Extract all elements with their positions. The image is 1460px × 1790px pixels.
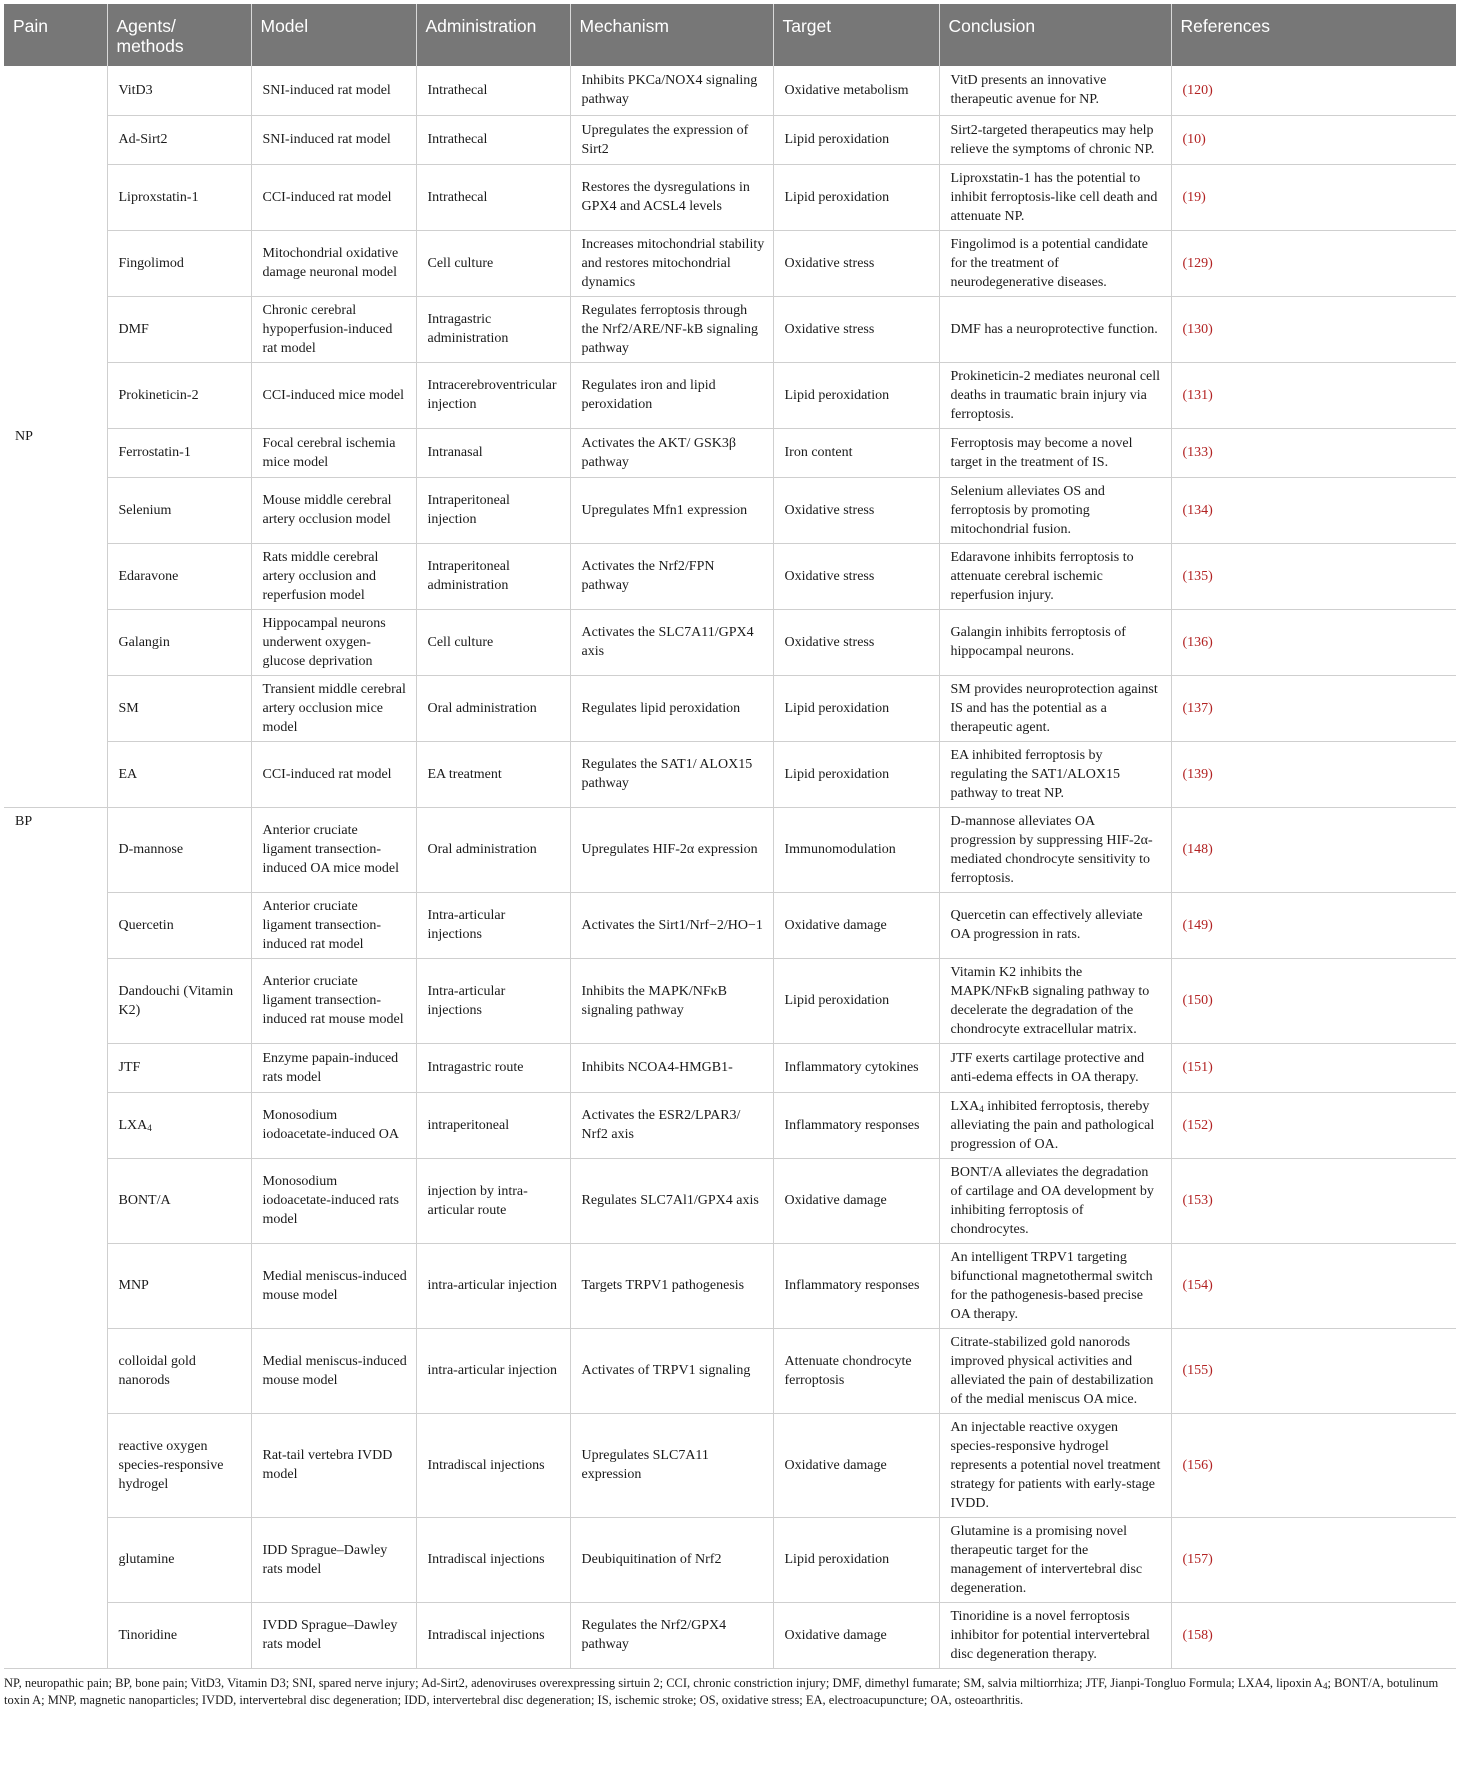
conclusion-cell: Glutamine is a promising novel therapeutic target for the management of intervertebral disc degeneration. — [939, 1517, 1171, 1602]
table-row — [4, 1043, 1456, 1092]
target-cell: Oxidative metabolism — [773, 66, 939, 115]
reference-open-paren: ( — [1182, 568, 1188, 584]
administration-cell: Intradiscal injections — [416, 1602, 570, 1668]
reference-open-paren: ( — [1182, 700, 1188, 716]
table-row — [4, 1158, 1456, 1243]
conclusion-cell: Tinoridine is a novel ferroptosis inhibitor for potential intervertebral disc degeneration therapy. — [939, 1602, 1171, 1668]
agent-cell: EA — [107, 741, 251, 807]
reference-cell — [1171, 428, 1456, 477]
table-row — [4, 1328, 1456, 1413]
reference-link[interactable]: 148 — [1187, 842, 1209, 857]
reference-open-paren: ( — [1182, 1278, 1188, 1293]
administration-cell: intra-articular injection — [416, 1243, 570, 1328]
target-cell: Lipid peroxidation — [773, 164, 939, 230]
mechanism-cell: Regulates ferroptosis through the Nrf2/ARE/NF-kB signaling pathway — [570, 296, 773, 362]
target-cell: Inflammatory responses — [773, 1243, 939, 1328]
reference-open-paren: ( — [1182, 255, 1188, 271]
administration-cell: Intracerebroventricular injection — [416, 362, 570, 428]
table-row — [4, 428, 1456, 477]
reference-cell — [1171, 807, 1456, 892]
target-cell: Oxidative stress — [773, 296, 939, 362]
mechanism-cell: Activates of TRPV1 signaling — [570, 1328, 773, 1413]
model-cell: CCI-induced rat model — [251, 741, 416, 807]
reference-cell — [1171, 1092, 1456, 1158]
reference-close-paren: ) — [1208, 502, 1213, 518]
reference-close-paren: ) — [1208, 1117, 1213, 1133]
reference-close-paren: ) — [1208, 1552, 1213, 1567]
conclusion-rest: inhibited ferroptosis, thereby alleviating the pain and pathological progression of OA. — [950, 1098, 1155, 1152]
reference-open-paren: ( — [1182, 1060, 1188, 1075]
reference-cell — [1171, 741, 1456, 807]
mechanism-cell: Regulates lipid peroxidation — [570, 675, 773, 741]
target-cell: Oxidative damage — [773, 1413, 939, 1517]
reference-cell — [1171, 958, 1456, 1043]
model-cell: IDD Sprague–Dawley rats model — [251, 1517, 416, 1602]
table-row — [4, 892, 1456, 958]
reference-link[interactable]: 131 — [1187, 387, 1209, 403]
reference-open-paren: ( — [1182, 132, 1188, 147]
reference-close-paren: ) — [1208, 993, 1213, 1008]
reference-open-paren: ( — [1182, 82, 1188, 98]
model-cell: Anterior cruciate ligament transection-induced rat model — [251, 892, 416, 958]
reference-link[interactable]: 157 — [1187, 1552, 1209, 1567]
mechanism-cell: Upregulates Mfn1 expression — [570, 477, 773, 543]
agent-cell: Selenium — [107, 477, 251, 543]
reference-link[interactable]: 150 — [1187, 993, 1209, 1008]
administration-cell: Intra-articular injections — [416, 958, 570, 1043]
model-cell: CCI-induced mice model — [251, 362, 416, 428]
table-row — [4, 807, 1456, 892]
reference-close-paren: ) — [1208, 1363, 1213, 1378]
target-cell: Inflammatory responses — [773, 1092, 939, 1158]
model-cell: Enzyme papain-induced rats model — [251, 1043, 416, 1092]
mechanism-cell: Inhibits PKCa/NOX4 signaling pathway — [570, 66, 773, 115]
reference-link[interactable]: 129 — [1187, 255, 1209, 271]
header-mechanism: Mechanism — [570, 4, 773, 66]
reference-cell — [1171, 1602, 1456, 1668]
target-cell: Oxidative damage — [773, 892, 939, 958]
mechanism-cell: Regulates iron and lipid peroxidation — [570, 362, 773, 428]
target-cell: Oxidative stress — [773, 477, 939, 543]
conclusion-cell: Ferroptosis may become a novel target in the treatment of IS. — [939, 428, 1171, 477]
reference-cell — [1171, 609, 1456, 675]
reference-cell — [1171, 66, 1456, 115]
target-cell: Oxidative stress — [773, 230, 939, 296]
conclusion-lead: LXA — [950, 1098, 980, 1114]
administration-cell: Intragastric route — [416, 1043, 570, 1092]
conclusion-cell: Citrate-stabilized gold nanorods improved physical activities and alleviated the pain of destabilization of the medial meniscus OA mice. — [939, 1328, 1171, 1413]
reference-link[interactable]: 152 — [1187, 1117, 1209, 1133]
reference-link[interactable]: 151 — [1187, 1060, 1209, 1075]
agent-cell: DMF — [107, 296, 251, 362]
reference-link[interactable]: 136 — [1187, 634, 1209, 650]
model-cell: Hippocampal neurons underwent oxygen-glucose deprivation — [251, 609, 416, 675]
header-row — [4, 4, 1456, 66]
table-row — [4, 1517, 1456, 1602]
table-row — [4, 609, 1456, 675]
reference-close-paren: ) — [1208, 1193, 1213, 1208]
agent-cell: reactive oxygen species-responsive hydrogel — [107, 1413, 251, 1517]
target-cell: Lipid peroxidation — [773, 958, 939, 1043]
target-cell: Oxidative damage — [773, 1602, 939, 1668]
reference-open-paren: ( — [1182, 993, 1188, 1008]
mechanism-cell: Upregulates SLC7A11 expression — [570, 1413, 773, 1517]
agent-cell: Quercetin — [107, 892, 251, 958]
mechanism-cell: Regulates the Nrf2/GPX4 pathway — [570, 1602, 773, 1668]
conclusion-cell: Vitamin K2 inhibits the MAPK/NFκB signaling pathway to decelerate the degradation of the chondrocyte extracellular matrix. — [939, 958, 1171, 1043]
header-agents: Agents/ methods — [107, 4, 251, 66]
reference-open-paren: ( — [1182, 502, 1188, 518]
table-row — [4, 741, 1456, 807]
agent-cell: Fingolimod — [107, 230, 251, 296]
mechanism-cell: Activates the ESR2/LPAR3/ Nrf2 axis — [570, 1092, 773, 1158]
reference-close-paren: ) — [1208, 766, 1213, 782]
reference-link[interactable]: 135 — [1187, 568, 1209, 584]
agent-cell: colloidal gold nanorods — [107, 1328, 251, 1413]
model-cell: Medial meniscus-induced mouse model — [251, 1328, 416, 1413]
reference-cell — [1171, 675, 1456, 741]
administration-cell: Intraperitoneal administration — [416, 543, 570, 609]
reference-close-paren: ) — [1208, 82, 1213, 98]
model-cell: Mitochondrial oxidative damage neuronal model — [251, 230, 416, 296]
reference-cell — [1171, 892, 1456, 958]
reference-open-paren: ( — [1182, 842, 1188, 857]
reference-link[interactable]: 19 — [1187, 189, 1202, 205]
model-cell: CCI-induced rat model — [251, 164, 416, 230]
reference-cell — [1171, 1243, 1456, 1328]
reference-close-paren: ) — [1208, 568, 1213, 584]
reference-link[interactable]: 154 — [1187, 1278, 1209, 1293]
reference-link[interactable]: 158 — [1187, 1627, 1209, 1643]
reference-link[interactable]: 156 — [1187, 1457, 1209, 1473]
reference-link[interactable]: 139 — [1187, 766, 1209, 782]
mechanism-cell: Targets TRPV1 pathogenesis — [570, 1243, 773, 1328]
model-cell: SNI-induced rat model — [251, 66, 416, 115]
model-cell: Transient middle cerebral artery occlusion mice model — [251, 675, 416, 741]
model-cell: Anterior cruciate ligament transection-induced rat mouse model — [251, 958, 416, 1043]
administration-cell: Intrathecal — [416, 66, 570, 115]
conclusion-cell: Prokineticin-2 mediates neuronal cell deaths in traumatic brain injury via ferroptosis. — [939, 362, 1171, 428]
conclusion-cell: Fingolimod is a potential candidate for the treatment of neurodegenerative diseases. — [939, 230, 1171, 296]
target-cell: Iron content — [773, 428, 939, 477]
reference-link[interactable]: 134 — [1187, 502, 1209, 518]
table-row — [4, 296, 1456, 362]
conclusion-cell: An intelligent TRPV1 targeting bifunctional magnetothermal switch for the pathogenesis-based precise OA therapy. — [939, 1243, 1171, 1328]
mechanism-cell: Regulates the SAT1/ ALOX15 pathway — [570, 741, 773, 807]
reference-close-paren: ) — [1208, 445, 1213, 460]
table-row — [4, 1602, 1456, 1668]
table-row — [4, 1243, 1456, 1328]
table-row — [4, 66, 1456, 115]
target-cell: Lipid peroxidation — [773, 362, 939, 428]
reference-link[interactable]: 133 — [1187, 445, 1209, 460]
administration-cell: Oral administration — [416, 807, 570, 892]
reference-link[interactable]: 137 — [1187, 700, 1209, 716]
mechanism-cell: Regulates SLC7Al1/GPX4 axis — [570, 1158, 773, 1243]
model-cell: Monosodium iodoacetate-induced rats model — [251, 1158, 416, 1243]
administration-cell: Intragastric administration — [416, 296, 570, 362]
mechanism-cell: Restores the dysregulations in GPX4 and ACSL4 levels — [570, 164, 773, 230]
model-cell: SNI-induced rat model — [251, 115, 416, 164]
reference-close-paren: ) — [1208, 255, 1213, 271]
mechanism-cell: Upregulates the expression of Sirt2 — [570, 115, 773, 164]
header-pain: Pain — [4, 4, 107, 66]
header-references: References — [1171, 4, 1456, 66]
reference-cell — [1171, 1517, 1456, 1602]
agent-cell: Tinoridine — [107, 1602, 251, 1668]
target-cell: Lipid peroxidation — [773, 675, 939, 741]
table-footnote: NP, neuropathic pain; BP, bone pain; VitD3, Vitamin D3; SNI, spared nerve injury; Ad-Sirt2, adenoviruses overexpressing sirtuin 2; CCI, chronic constriction injury; DMF, dimethyl fumarate; SM, salvia miltiorrhiza; JTF, Jianpi-Tongluo Formula; LXA4, lipoxin $A_4$; BONT/A, botulinum toxin A; MNP, magnetic nanoparticles; IVDD, intervertebral disc degeneration; IDD, intervertebral disc degeneration; IS, ischemic stroke; OS, oxidative stress; EA, electroacupuncture; OA, osteoarthritis. — [4, 1675, 1439, 1707]
administration-cell: Oral administration — [416, 675, 570, 741]
reference-open-paren: ( — [1182, 1117, 1188, 1133]
model-cell: Anterior cruciate ligament transection-induced OA mice model — [251, 807, 416, 892]
conclusion-cell: Galangin inhibits ferroptosis of hippocampal neurons. — [939, 609, 1171, 675]
reference-open-paren: ( — [1182, 917, 1188, 933]
table-row — [4, 115, 1456, 164]
administration-cell: Intra-articular injections — [416, 892, 570, 958]
table-row — [4, 958, 1456, 1043]
reference-link[interactable]: 155 — [1187, 1363, 1209, 1378]
administration-cell: Intrathecal — [416, 115, 570, 164]
conclusion-cell: Liproxstatin-1 has the potential to inhibit ferroptosis-like cell death and attenuate NP. — [939, 164, 1171, 230]
model-cell: Medial meniscus-induced mouse model — [251, 1243, 416, 1328]
mechanism-cell: Activates the AKT/ GSK3β pathway — [570, 428, 773, 477]
administration-cell: Intradiscal injections — [416, 1413, 570, 1517]
reference-cell — [1171, 1043, 1456, 1092]
conclusion-cell: Selenium alleviates OS and ferroptosis by promoting mitochondrial fusion. — [939, 477, 1171, 543]
reference-cell — [1171, 1413, 1456, 1517]
administration-cell: Cell culture — [416, 230, 570, 296]
reference-cell — [1171, 230, 1456, 296]
reference-cell — [1171, 296, 1456, 362]
agent-cell: Ad-Sirt2 — [107, 115, 251, 164]
agent-cell: SM — [107, 675, 251, 741]
conclusion-subscript: 4 — [979, 1103, 984, 1114]
target-cell: Lipid peroxidation — [773, 1517, 939, 1602]
agent-cell: Ferrostatin-1 — [107, 428, 251, 477]
conclusion-cell: Sirt2-targeted therapeutics may help relieve the symptoms of chronic NP. — [939, 115, 1171, 164]
mechanism-cell: Increases mitochondrial stability and restores mitochondrial dynamics — [570, 230, 773, 296]
administration-cell: intra-articular injection — [416, 1328, 570, 1413]
conclusion-cell: Quercetin can effectively alleviate OA progression in rats. — [939, 892, 1171, 958]
agent-cell: D-mannose — [107, 807, 251, 892]
model-cell: Rats middle cerebral artery occlusion and reperfusion model — [251, 543, 416, 609]
reference-cell — [1171, 362, 1456, 428]
reference-link[interactable]: 130 — [1187, 321, 1209, 337]
conclusion-cell: SM provides neuroprotection against IS and has the potential as a therapeutic agent. — [939, 675, 1171, 741]
reference-close-paren: ) — [1208, 634, 1213, 650]
administration-cell: intraperitoneal — [416, 1092, 570, 1158]
mechanism-cell: Activates the Nrf2/FPN pathway — [570, 543, 773, 609]
agent-cell: Dandouchi (Vitamin K2) — [107, 958, 251, 1043]
administration-cell: Intranasal — [416, 428, 570, 477]
reference-close-paren: ) — [1201, 132, 1206, 147]
agent-cell: JTF — [107, 1043, 251, 1092]
reference-open-paren: ( — [1182, 1552, 1188, 1567]
model-cell: IVDD Sprague–Dawley rats model — [251, 1602, 416, 1668]
administration-cell: Intraperitoneal injection — [416, 477, 570, 543]
reference-open-paren: ( — [1182, 766, 1188, 782]
administration-cell: Intrathecal — [416, 164, 570, 230]
table-row — [4, 543, 1456, 609]
reference-cell — [1171, 1328, 1456, 1413]
table-container — [4, 4, 1456, 1709]
header-target: Target — [773, 4, 939, 66]
conclusion-cell: D-mannose alleviates OA progression by suppressing HIF-2α-mediated chondrocyte sensitivity to ferroptosis. — [939, 807, 1171, 892]
reference-open-paren: ( — [1182, 1363, 1188, 1378]
agent-cell: MNP — [107, 1243, 251, 1328]
target-cell: Oxidative stress — [773, 543, 939, 609]
reference-open-paren: ( — [1182, 387, 1188, 403]
table-row — [4, 230, 1456, 296]
treatment-table — [4, 4, 1456, 1669]
conclusion-cell: Edaravone inhibits ferroptosis to attenuate cerebral ischemic reperfusion injury. — [939, 543, 1171, 609]
reference-close-paren: ) — [1208, 1627, 1213, 1643]
conclusion-cell: DMF has a neuroprotective function. — [939, 296, 1171, 362]
conclusion-cell — [939, 1092, 1171, 1158]
mechanism-cell: Activates the SLC7A11/GPX4 axis — [570, 609, 773, 675]
header-model: Model — [251, 4, 416, 66]
target-cell: Oxidative damage — [773, 1158, 939, 1243]
reference-open-paren: ( — [1182, 321, 1188, 337]
reference-link[interactable]: 10 — [1187, 132, 1202, 147]
mechanism-cell: Inhibits NCOA4-HMGB1- — [570, 1043, 773, 1092]
pain-category-cell: NP — [4, 66, 107, 807]
reference-link[interactable]: 153 — [1187, 1193, 1209, 1208]
mechanism-cell: Upregulates HIF-2α expression — [570, 807, 773, 892]
table-row — [4, 675, 1456, 741]
target-cell: Immunomodulation — [773, 807, 939, 892]
reference-cell — [1171, 164, 1456, 230]
target-cell: Lipid peroxidation — [773, 741, 939, 807]
agent-cell: glutamine — [107, 1517, 251, 1602]
agent-name: LXA — [118, 1117, 148, 1133]
conclusion-cell: VitD presents an innovative therapeutic avenue for NP. — [939, 66, 1171, 115]
mechanism-cell: Deubiquitination of Nrf2 — [570, 1517, 773, 1602]
reference-open-paren: ( — [1182, 1627, 1188, 1643]
table-row — [4, 1413, 1456, 1517]
model-cell: Monosodium iodoacetate-induced OA — [251, 1092, 416, 1158]
administration-cell: Intradiscal injections — [416, 1517, 570, 1602]
reference-close-paren: ) — [1208, 1278, 1213, 1293]
reference-close-paren: ) — [1208, 1457, 1213, 1473]
reference-cell — [1171, 477, 1456, 543]
reference-close-paren: ) — [1201, 189, 1206, 205]
reference-cell — [1171, 115, 1456, 164]
agent-cell: Liproxstatin-1 — [107, 164, 251, 230]
header-administration: Administration — [416, 4, 570, 66]
model-cell: Chronic cerebral hypoperfusion-induced rat model — [251, 296, 416, 362]
table-row — [4, 164, 1456, 230]
reference-close-paren: ) — [1208, 700, 1213, 716]
conclusion-cell: An injectable reactive oxygen species-responsive hydrogel represents a potential novel treatment strategy for patients with early-stage IVDD. — [939, 1413, 1171, 1517]
administration-cell: EA treatment — [416, 741, 570, 807]
target-cell: Oxidative stress — [773, 609, 939, 675]
reference-close-paren: ) — [1208, 387, 1213, 403]
table-row — [4, 362, 1456, 428]
target-cell: Inflammatory cytokines — [773, 1043, 939, 1092]
table-row — [4, 1092, 1456, 1158]
reference-open-paren: ( — [1182, 189, 1188, 205]
administration-cell: injection by intra-articular route — [416, 1158, 570, 1243]
table-row — [4, 477, 1456, 543]
reference-close-paren: ) — [1208, 917, 1213, 933]
reference-close-paren: ) — [1208, 842, 1213, 857]
model-cell: Focal cerebral ischemia mice model — [251, 428, 416, 477]
target-cell: Lipid peroxidation — [773, 115, 939, 164]
agent-cell: BONT/A — [107, 1158, 251, 1243]
agent-cell: Edaravone — [107, 543, 251, 609]
mechanism-cell: Activates the Sirt1/Nrf−2/HO−1 — [570, 892, 773, 958]
reference-close-paren: ) — [1208, 1060, 1213, 1075]
agent-cell — [107, 1092, 251, 1158]
reference-link[interactable]: 120 — [1187, 82, 1209, 98]
reference-cell — [1171, 543, 1456, 609]
pain-category-cell: BP — [4, 807, 107, 1668]
agent-cell: VitD3 — [107, 66, 251, 115]
model-cell: Mouse middle cerebral artery occlusion model — [251, 477, 416, 543]
reference-link[interactable]: 149 — [1187, 917, 1209, 933]
conclusion-cell: BONT/A alleviates the degradation of cartilage and OA development by inhibiting ferroptosis of chondrocytes. — [939, 1158, 1171, 1243]
reference-open-paren: ( — [1182, 1193, 1188, 1208]
mechanism-cell: Inhibits the MAPK/NFκB signaling pathway — [570, 958, 773, 1043]
reference-open-paren: ( — [1182, 634, 1188, 650]
reference-cell — [1171, 1158, 1456, 1243]
agent-cell: Prokineticin-2 — [107, 362, 251, 428]
administration-cell: Cell culture — [416, 609, 570, 675]
model-cell: Rat-tail vertebra IVDD model — [251, 1413, 416, 1517]
agent-subscript: 4 — [147, 1122, 152, 1133]
header-conclusion: Conclusion — [939, 4, 1171, 66]
conclusion-cell: JTF exerts cartilage protective and anti-edema effects in OA therapy. — [939, 1043, 1171, 1092]
table-body — [4, 66, 1456, 1668]
reference-open-paren: ( — [1182, 445, 1188, 460]
target-cell: Attenuate chondrocyte ferroptosis — [773, 1328, 939, 1413]
reference-open-paren: ( — [1182, 1457, 1188, 1473]
reference-close-paren: ) — [1208, 321, 1213, 337]
conclusion-cell: EA inhibited ferroptosis by regulating the SAT1/ALOX15 pathway to treat NP. — [939, 741, 1171, 807]
agent-cell: Galangin — [107, 609, 251, 675]
